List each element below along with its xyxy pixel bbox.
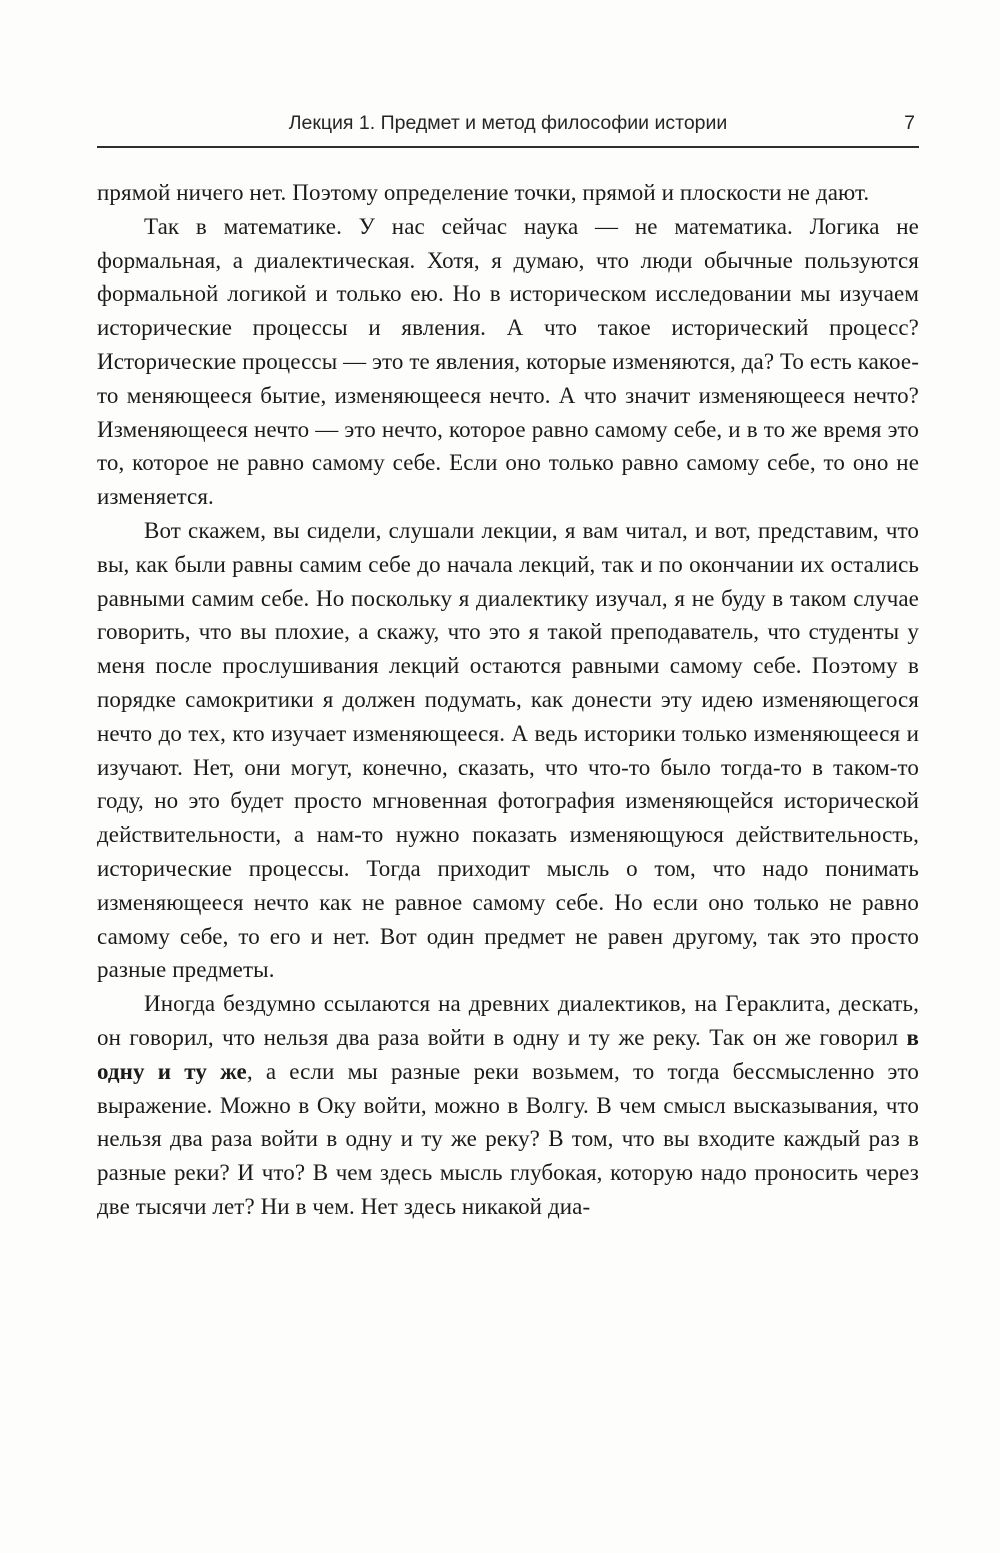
text-run: , а если мы разные реки возьмем, то тогда бессмысленно это выражение. Можно в Оку войти, можно в Волгу. В чем смысл высказывания, что нельзя два раза войти в одну и ту же реку? В том, что вы входите каждый раз в разные реки? И что? В чем здесь мысль глубокая, которую надо проносить через две тысячи лет? Ни в чем. Нет здесь никакой диа- bbox=[97, 1058, 919, 1219]
emphasis-text: в одну и ту же bbox=[97, 1024, 919, 1084]
paragraph bbox=[97, 987, 919, 1224]
text-run: Так в математике. У нас сейчас наука — не математика. Логика не формальная, а диалектическая. Хотя, я думаю, что люди обычные пользуются формальной логикой и только ею. Но в историческом исследовании мы изучаем исторические процессы и явления. А что такое исторический процесс? Исторические процессы — это те явления, которые изменяются, да? То есть какое-то меняющееся бытие, изменяющееся нечто. А что значит изменяющееся нечто? Изменяющееся нечто — это нечто, которое равно самому себе, и в то же время это то, которое не равно самому себе. Если оно только равно самому себе, то оно не изменяется. bbox=[97, 213, 919, 510]
page-body bbox=[97, 176, 919, 1224]
book-page bbox=[97, 112, 919, 1224]
paragraph bbox=[97, 176, 919, 210]
text-run: Иногда бездумно ссылаются на древних диалектиков, на Гераклита, дескать, он говорил, что нельзя два раза войти в одну и ту же реку. Так он же говорил bbox=[97, 991, 919, 1050]
header-divider bbox=[97, 146, 919, 148]
chapter-title: Лекция 1. Предмет и метод философии истории bbox=[288, 112, 728, 134]
text-run: прямой ничего нет. Поэтому определение точки, прямой и плоскости не дают. bbox=[97, 180, 870, 205]
paragraph bbox=[97, 210, 919, 514]
text-run: Вот скажем, вы сидели, слушали лекции, я вам читал, и вот, представим, что вы, как были равны самим себе до начала лекций, так и по окончании их остались равными самим себе. Но поскольку я диалектику изучал, я не буду в таком случае говорить, что вы плохие, а скажу, что это я такой преподаватель, что студенты у меня после прослушивания лекций остаются равными самому себе. Поэтому в порядке самокритики я должен подумать, как донести эту идею изменяющегося нечто до тех, кто изучает изменяющееся. А ведь историки только изменяющееся и изучают. Нет, они могут, конечно, сказать, что что-то было тогда-то в таком-то году, но это будет просто мгновенная фотография изменяющейся исторической действительности, а нам-то нужно показать изменяющуюся действительность, исторические процессы. Тогда приходит мысль о том, что надо понимать изменяющееся нечто как не равное самому себе. Но если оно только не равно самому себе, то его и нет. Вот один предмет не равен другому, так это просто разные предметы. bbox=[97, 517, 919, 983]
paragraph bbox=[97, 514, 919, 987]
page-number: 7 bbox=[904, 112, 915, 134]
page-header bbox=[97, 112, 919, 146]
